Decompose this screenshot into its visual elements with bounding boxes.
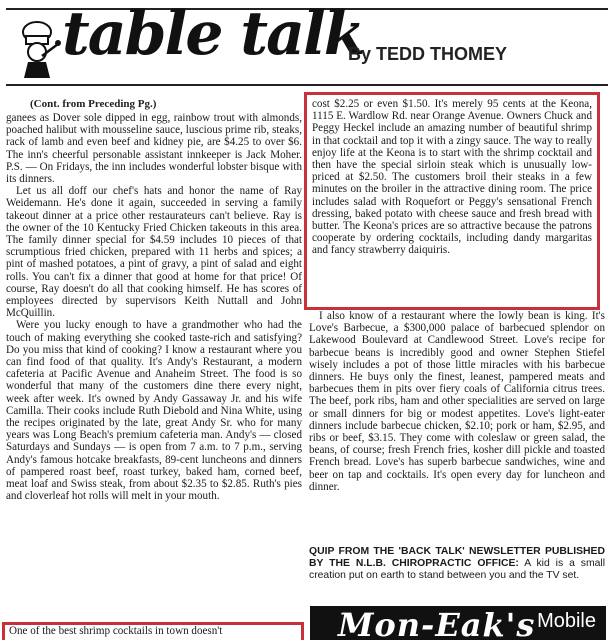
highlight-box-bottom <box>2 622 304 640</box>
ad-side-text: Mobile <box>537 610 596 632</box>
paragraph: I also know of a restaurant where the lowly bean is king. It's Love's Barbecue, a $300,000 palace of barbecued splendor on Lakewood Boulevard at Candlewood Street. Love's recipe for barbecue beans is incredibly good and owner Stephen Stiefel wisely includes a pot of those little miracles with his barbecue dinners. He buys only the finest, leanest, pampered meats and barbecues them in pits over fiery coals of California citrus trees. The beef, pork ribs, ham and other specialities are served on large or small dinners for big or modest appetites. Love's light-eater dinners include barbecue chicken, $2.10; pork or ham, $2.95, and ribs or beef, $3.15. They come with coleslaw or green salad, the beans, of course; fresh French fries, kosher dill pickle and toasted French bread. Love's has superb barbecue sandwiches, wine and beer on tap and cocktails. It's open every day for luncheon and dinner. <box>309 310 605 493</box>
column-header <box>0 0 612 90</box>
continued-note: (Cont. from Preceding Pg.) <box>30 98 157 110</box>
quip-heading: QUIP FROM THE 'BACK TALK' NEWSLETTER PUBLISHED BY THE N.L.B. CHIROPRACTIC OFFICE: <box>309 546 605 570</box>
advertisement <box>310 606 606 640</box>
right-column <box>309 310 605 544</box>
table-talk-logo: table talk <box>62 0 364 69</box>
quip-body: A kid is a small creation put on earth to stand between you and the TV set. <box>309 558 605 582</box>
left-column <box>6 112 302 620</box>
paragraph: Were you lucky enough to have a grandmother who had the touch of making everything she cooked taste-rich and satisfying? Do you miss that kind of cooking? I know a restaurant where you can find food of that quality. It's Andy's Restaurant, a modern cafeteria at Pacific Avenue and Anaheim Street. The food is so wonderful that many of the customers dine there every night, week after week. It's owned by Andy Gassaway Jr. and his wife Camilla. Their cooks include Ruth Diebold and Nina White, using the recipes originated by the late, great Andy Sr. who for many years was Long Beach's premium cafeteria man. Andy's — closed Saturdays and Sundays — is open from 7 a.m. to 7 p.m., serving Andy's famous hotcake breakfasts, 89-cent luncheons and dinners of pampered roast beef, roast turkey, baked ham, corned beef, meat loaf and Swiss steak, from about $2.35 to $2.85. Ruth's pies and cloverleaf hot rolls will melt in your mouth. <box>6 319 302 503</box>
paragraph: Let us all doff our chef's hats and honor the name of Ray Weidemann. He's done it again, succeeded in serving a family takeout dinner at a price other restaurateurs can't believe. Ray is the owner of the 10 Kentucky Fried Chicken takeouts in this area. The family dinner special for $4.59 includes 10 pieces of that scrumptious fried chicken, prepared with 11 herbs and spices; a pint of mashed potatoes, a pint of gravy, a pint of salad and eight rolls. You can't fix a dinner that good at home for that price! Of course, Ray doesn't do all that cooking himself. He has scores of employees directed by supervisors Keith Nuttall and John McQuillin. <box>6 185 302 320</box>
highlight-box-right <box>304 92 600 310</box>
paragraph: ganees as Dover sole dipped in egg, rainbow trout with almonds, poached halibut with mousseline sauce, luscious prime rib, steaks, rack of lamb and even beef and kidney pie, are $4.25 to over $6. The inn's cheerful personable assistant innkeeper is Jack Moher. P.S. — On Fridays, the inn includes wonderful lobster bisque with its dinners. <box>6 112 302 186</box>
ad-logo: Mon-Eak's <box>338 606 536 640</box>
highlighted-text: cost $2.25 or even $1.50. It's merely 95 cents at the Keona, 1115 E. Wardlow Rd. near Orange Avenue. Owners Chuck and Peggy Heckel include an amazing number of beautiful shrimp in that cocktail and top it with a zingy sauce. The way to really enjoy life at the Keona is to start with the shrimp cocktail and then have the special sirloin steak which is unusually low-priced at $2.50. The customers broil their steaks in a few minutes on the broiler in the attractive dining room. The price includes salad with Roquefort or Peggy's sensational French dressing, baked potato with cheese sauce and fresh bread with butter. The Keona's prices are so attractive because the patrons cooperate by ordering cocktails, including dandy margaritas and fancy strawberry daiquiris. <box>312 98 592 257</box>
chef-illustration-icon <box>12 14 62 78</box>
highlighted-text: One of the best shrimp cocktails in town doesn't <box>9 625 223 637</box>
byline: By TEDD THOMEY <box>348 44 508 64</box>
quip-box <box>309 546 605 596</box>
header-bottom-rule <box>6 84 608 86</box>
